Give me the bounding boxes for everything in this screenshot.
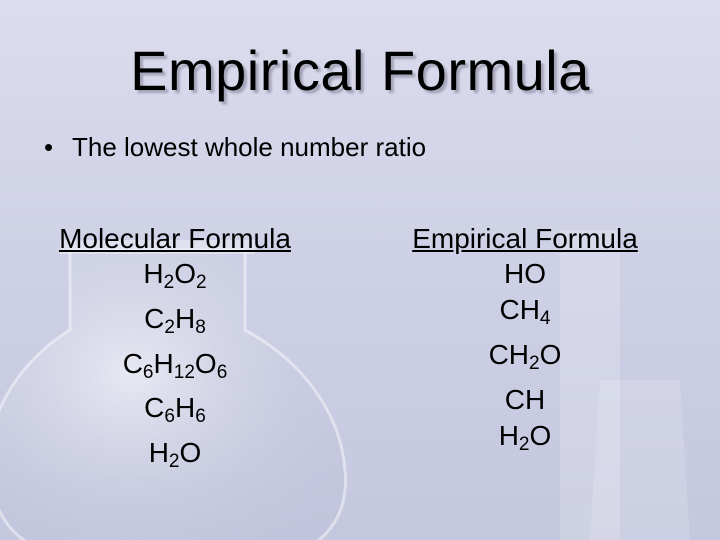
molecular-formula-header: Molecular Formula [59,223,291,254]
formula-symbol: CH [488,338,530,370]
molecular-formula [40,390,310,435]
formula-symbol: O [539,338,562,370]
formula-symbol: CH [504,383,546,415]
formula-symbol: O [179,437,202,468]
formula-symbol: H [148,437,169,468]
formula-symbol: CH [499,294,540,325]
formula-subscript: 6 [195,406,206,427]
slide-title: Empirical Formula [130,39,590,102]
formula-symbol: H [143,258,164,289]
formula-symbol: O [194,347,217,379]
formula-subscript: 12 [173,361,195,383]
molecular-formula-list [40,256,310,480]
empirical-formula-column [390,222,660,462]
formula-subscript: 2 [163,271,175,293]
formula-subscript: 2 [196,271,207,293]
empirical-formula [390,382,660,418]
formula-symbol: HO [504,258,546,289]
molecular-formula [40,346,310,391]
empirical-formula-header: Empirical Formula [412,223,638,254]
formula-subscript: 8 [195,316,206,338]
bullet-icon: • [44,132,54,162]
empirical-formula [390,418,660,463]
bullet-text: The lowest whole number ratio [72,132,427,162]
formula-symbol: H [175,392,196,424]
formula-subscript: 2 [529,352,540,374]
formula-symbol: H [175,302,196,334]
molecular-formula [40,256,310,301]
formula-subscript: 2 [518,433,530,455]
empirical-formula [390,337,660,382]
formula-symbol: C [144,302,165,334]
formula-symbol: C [122,347,143,379]
formula-symbol: C [144,392,165,424]
formula-subscript: 6 [164,406,175,427]
molecular-formula-column [40,222,310,480]
bullet-item [44,132,426,163]
formula-symbol: H [498,419,519,451]
formula-subscript: 4 [539,307,551,329]
molecular-formula [40,301,310,346]
formula-symbol: O [529,419,552,451]
formula-subscript: 6 [216,361,228,383]
formula-subscript: 2 [168,450,180,472]
formula-symbol: H [153,347,174,379]
empirical-formula [390,292,660,337]
empirical-formula-list [390,256,660,462]
empirical-formula [390,256,660,292]
formula-subscript: 6 [142,361,154,383]
formula-symbol: O [174,258,196,289]
molecular-formula [40,435,310,480]
formula-subscript: 2 [164,316,175,338]
